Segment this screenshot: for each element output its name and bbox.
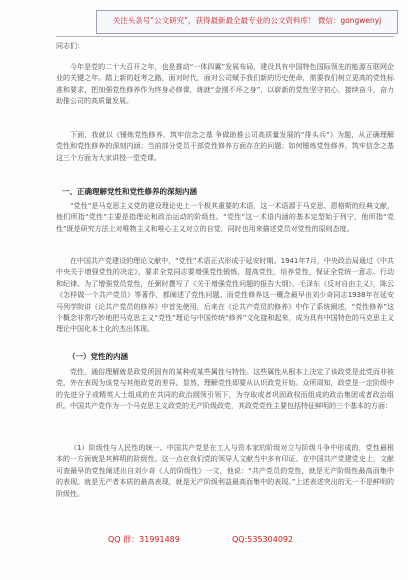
paragraph-class-nature: （1）阶级性与人民性的统一。中国共产党是在工人与资本家的阶级对立与阶级斗争中形成的，党性最根本的一方面就是其鲜明的阶级性。这一点在我们党的领导人文献当中多有印证。在中国共产党建党史上，文献可查最早的党性阐述出自刘少奇《人的阶级性》一文，他说：“共产党员的党性，就是无产阶级性最高而集中的表现。就是无产者本质的最高表现，就是无产阶级利益最高而集中的表现。”上述表述突出的无一不是鲜明的阶级性。 xyxy=(56,444,394,498)
paragraph-party-spirit-origin: “党性”是马克思主义党的建设理论史上一个极其重要的术语，这一术语源于马克思、恩格斯的经典文献，他们所指“党性”主要是指理论和政治运动的阶级性。“党性”这一术语内涵的基本定型始于列宁，他所指“党性”既是研究方法上对唯物主义和唯心主义对立的自觉，同时也用来描述党员对党性的原则态度。 xyxy=(56,202,394,233)
qq-number: QQ:535304092 xyxy=(232,535,294,544)
header-divider xyxy=(56,36,394,37)
subsection-heading: （一）党性的内涵 xyxy=(68,352,128,361)
footer-contact xyxy=(0,534,408,548)
qq-group-number: QQ 群：31991489 xyxy=(108,535,180,544)
paragraph-party-spirit-history: 在中国共产党建设的理论文献中，“党性”术语正式形成于延安时期。1941年7月，中央政治局通过《中共中央关于增强党性的决定》，要求全党同志要增强党性锻炼，提高党性，培养党性，保证全党统一意志、行动和纪律。为了增强党员党性，任弼时撰写了《关于增强党性问题的报告大纲》，毛泽东《反对自由主义》，陈云《怎样做一个共产党员》等著作，都阐述了党性问题。而党性修养这一概念最早由刘少奇同志1938年在延安马列学院讲《论共产党员的修养》中首先使用，后来在《论共产党员的修养》中作了系统阐述，“党性修养”这个概念非常巧妙地把马克思主义“党性”理论与中国传统“修养”文化接和起来，成为具有中国特色的马克思主义理论中国化本土化的杰出体现。 xyxy=(56,257,394,334)
paragraph-intro: 今年是党的二十大召开之年，也是推动“一体四翼”发展布局，建设具有中国特色国际领先的能源互联网企业的关键之年。踏上新的赶考之路，面对时代，面对公司赋予我们新的历史使命，需要我们树立更高的党性标准和要求，把加强党性修养作为终身必修课，练就“金刚不坏之身”，以崭新的党性坚守初心，接续奋斗，奋力助推公司的高质量发展。 xyxy=(56,63,394,106)
paragraph-party-spirit-definition: 党性，通俗理解就是政党所固有的某种或某些属性与特性。这些属性从根本上决定了该政党是此党而非彼党，外在表现为该党与其他政党的差异。显然，理解党性即要从认识政党开始。众所周知，政党是一定阶级中的先进分子或精英人士组成的在共同的政治纲领引领下，为夺取或者巩固政权而组成的政治集团或者政治组织。中国共产党作为一个马克思主义政党的无产阶级政党，其政党党性主要包括特征鲜明的三个基本的方面： xyxy=(56,368,394,411)
promo-banner-text: 关注头条号“公文研究”，获得最新最全最专业的公文资料库！ 微信：gongwenyj xyxy=(112,16,382,25)
salutation: 同志们： xyxy=(56,42,84,50)
section-heading: 一、正确理解党性和党性修养的深刻内涵 xyxy=(62,187,197,196)
paragraph-outline: 下面，我就以《锤炼党性修养，筑牢信念之基 争做助推公司高质量发展的“排头兵”》为题，从正确理解党性和党性修养的深刻内涵；当前部分党员干部党性修养方面存在的问题；如何锤炼党性修养，筑牢信念之基这三个方面为大家讲授一堂党课。 xyxy=(56,131,394,162)
promo-banner xyxy=(96,10,398,34)
